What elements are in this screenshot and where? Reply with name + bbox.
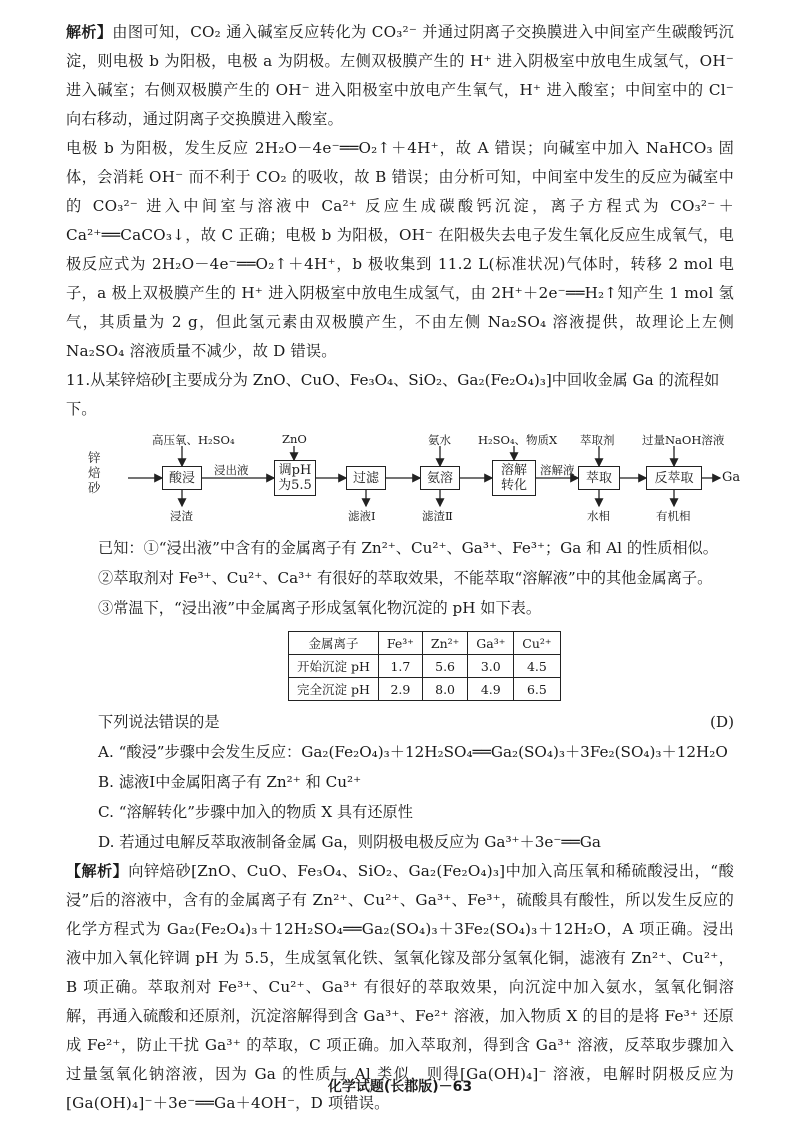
- output-filtrate-1: 滤液Ⅰ: [348, 509, 376, 523]
- stream-solution: 溶解液: [540, 463, 575, 477]
- question-stem: [66, 707, 734, 737]
- step-dissolve-convert: 溶解转化: [492, 460, 536, 496]
- feed-label: 锌焙砂: [88, 450, 101, 495]
- table-row: [289, 655, 561, 678]
- answer-mark: (D): [709, 713, 734, 731]
- known-note-1: 已知：①“浸出液”中含有的金属离子有 Zn²⁺、Cu²⁺、Ga³⁺、Fe³⁺；Ga 和 Al 的性质相似。: [98, 539, 718, 557]
- table-cell: 4.5: [514, 655, 560, 678]
- analysis-tag: 【解析】: [66, 862, 129, 880]
- known-note-3: ③常温下，“浸出液”中金属离子形成氢氧化物沉淀的 pH 如下表。: [98, 599, 542, 617]
- table-header: Ga³⁺: [468, 632, 514, 655]
- table-cell: 完全沉淀 pH: [289, 678, 379, 701]
- product-ga: Ga: [722, 470, 741, 485]
- output-organic: 有机相: [656, 509, 691, 523]
- table-row: [289, 678, 561, 701]
- step-ammonia-dissolve: 氨溶: [420, 466, 460, 490]
- question-text: 从某锌焙砂[主要成分为 ZnO、CuO、Fe₃O₄、SiO₂、Ga₂(Fe₂O₄)₃]中回收金属 Ga 的流程如下。: [66, 371, 720, 418]
- step-filter: 过滤: [346, 466, 386, 490]
- ph-table-wrapper: [288, 631, 734, 701]
- analysis-text: 向锌焙砂[ZnO、CuO、Fe₃O₄、SiO₂、Ga₂(Fe₂O₄)₃]中加入高压氧和稀硫酸浸出，“酸浸”后的溶液中，含有的金属离子有 Zn²⁺、Cu²⁺、Ga³⁺、Fe³⁺，硫酸具有酸性，所以发生反应的化学方程式为 Ga₂(Fe₂O₄)₃＋12H₂SO₄══Ga₂(SO₄)₃＋3Fe₂(SO₄)₃＋12H₂O，A 项正确。浸出液中加入氧化锌调 pH 为 5.5，生成氢氧化铁、氢氧化镓及部分氢氧化铜，滤液有 Zn²⁺、Cu²⁺，B 项正确。萃取剂对 Fe³⁺、Cu²⁺、Ga³⁺ 有很好的萃取效果，向沉淀中加入氨水，氢氧化铜溶解，再通入硫酸和还原剂，沉淀溶解得到含 Ga³⁺、Fe²⁺ 溶液，加入物质 X 的目的是将 Fe³⁺ 还原成 Fe²⁺，防止干扰 Ga³⁺ 的萃取，C 项正确。加入萃取剂，得到含 Ga³⁺ 溶液，反萃取步骤加入过量氢氧化钠溶液，因为 Ga 的性质与 Al 类似，则得[Ga(OH)₄]⁻ 溶液，电解时阴极反应为[Ga(OH)₄]⁻＋3e⁻══Ga＋4OH⁻，D 项错误。: [66, 862, 734, 1112]
- table-header: Cu²⁺: [514, 632, 560, 655]
- table-cell: 8.0: [422, 678, 467, 701]
- question-11: [66, 366, 734, 424]
- output-residue: 浸渣: [170, 509, 193, 523]
- input-naoh: 过量NaOH溶液: [642, 433, 725, 447]
- page-footer: 化学试题(长郡版)－63: [327, 1079, 473, 1095]
- analysis-body: 电极 b 为阳极，发生反应 2H₂O－4e⁻══O₂↑＋4H⁺，故 A 错误；向碱室中加入 NaHCO₃ 固体，会消耗 OH⁻ 而不利于 CO₂ 的吸收，故 B 错误；由分析可知，中间室中发生的反应为碱室中的 CO₃²⁻ 进入中间室与溶液中 Ca²⁺ 反应生成碳酸钙沉淀，离子方程式为 CO₃²⁻＋Ca²⁺══CaCO₃↓，故 C 正确；电极 b 为阳极，OH⁻ 在阳极失去电子发生氧化反应生成氧气，电极反应式为 2H₂O－4e⁻══O₂↑＋4H⁺，b 极收集到 11.2 L(标准状况)气体时，转移 2 mol 电子，a 极上双极膜产生的 H⁺ 进入阴极室中放电生成氢气，由 2H⁺＋2e⁻══H₂↑知产生 1 mol 氢气，其质量为 2 g，但此氢元素由双极膜产生，不由左侧 Na₂SO₄ 溶液提供，故理论上左侧 Na₂SO₄ 溶液质量不减少，故 D 错误。: [66, 139, 734, 360]
- table-header: 金属离子: [289, 632, 379, 655]
- analysis-tag: 解析】: [66, 23, 113, 41]
- stem-text: 下列说法错误的是: [98, 713, 220, 731]
- table-cell: 开始沉淀 pH: [289, 655, 379, 678]
- table-cell: 1.7: [378, 655, 422, 678]
- stream-leachate: 浸出液: [214, 463, 249, 477]
- table-cell: 5.6: [422, 655, 467, 678]
- step-adjust-ph: 调pH为5.5: [274, 460, 316, 496]
- step-extract: 萃取: [578, 466, 620, 490]
- ph-table: [288, 631, 561, 701]
- table-header-row: [289, 632, 561, 655]
- option-c: C. “溶解转化”步骤中加入的物质 X 具有还原性: [98, 803, 413, 821]
- analysis-text: 由图可知，CO₂ 通入碱室反应转化为 CO₃²⁻ 并通过阴离子交换膜进入中间室产生碳酸钙沉淀，则电极 b 为阳极，电极 a 为阴极。左侧双极膜产生的 H⁺ 进入阴极室中放电生成氢气，OH⁻ 进入碱室；右侧双极膜产生的 OH⁻ 进入阳极室中放电产生氧气，H⁺ 进入酸室；中间室中的 Cl⁻ 向右移动，通过阴离子交换膜进入酸室。: [66, 23, 734, 128]
- analysis-paragraph-1: [66, 18, 734, 134]
- option-d: D. 若通过电解反萃取液制备金属 Ga，则阴极电极反应为 Ga³⁺＋3e⁻══Ga: [98, 833, 601, 851]
- table-cell: 6.5: [514, 678, 560, 701]
- input-extractant: 萃取剂: [580, 433, 615, 447]
- table-cell: 4.9: [468, 678, 514, 701]
- step-back-extract: 反萃取: [646, 466, 702, 490]
- step-acid-leach: 酸浸: [162, 466, 202, 490]
- input-acid-leach: 高压氧、H₂SO₄: [152, 433, 235, 447]
- input-substance-x: H₂SO₄、物质X: [478, 433, 558, 447]
- table-cell: 3.0: [468, 655, 514, 678]
- option-b: B. 滤液Ⅰ中金属阳离子有 Zn²⁺ 和 Cu²⁺: [98, 773, 362, 791]
- output-residue-2: 滤渣Ⅱ: [422, 509, 453, 523]
- table-cell: 2.9: [378, 678, 422, 701]
- known-note-2: ②萃取剂对 Fe³⁺、Cu²⁺、Ca³⁺ 有很好的萃取效果，不能萃取“溶解液”中的其他金属离子。: [98, 569, 713, 587]
- table-header: Zn²⁺: [422, 632, 467, 655]
- input-zno: ZnO: [282, 432, 307, 446]
- input-ammonia: 氨水: [428, 433, 451, 447]
- process-flowchart: [88, 432, 741, 527]
- table-header: Fe³⁺: [378, 632, 422, 655]
- output-aqueous: 水相: [587, 509, 610, 523]
- option-a: A. “酸浸”步骤中会发生反应：Ga₂(Fe₂O₄)₃＋12H₂SO₄══Ga₂(SO₄)₃＋3Fe₂(SO₄)₃＋12H₂O: [98, 743, 728, 761]
- question-number: 11.: [66, 371, 91, 389]
